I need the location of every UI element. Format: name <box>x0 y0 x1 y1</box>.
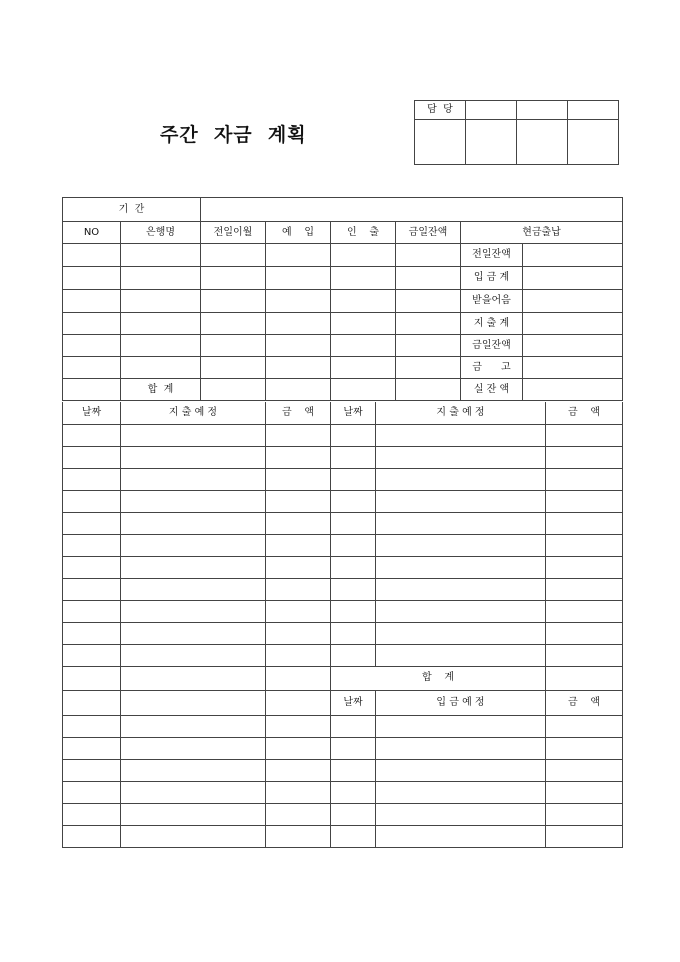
cell[interactable] <box>546 759 623 781</box>
cell[interactable] <box>266 781 331 803</box>
cell[interactable] <box>63 379 121 401</box>
cell[interactable] <box>121 556 266 578</box>
cell[interactable] <box>266 490 331 512</box>
cell[interactable] <box>396 335 461 357</box>
cell[interactable] <box>121 759 266 781</box>
cell[interactable] <box>546 644 623 666</box>
cell[interactable] <box>121 424 266 446</box>
cell[interactable] <box>266 600 331 622</box>
cell[interactable] <box>201 357 266 379</box>
cell[interactable] <box>63 468 121 490</box>
cell[interactable] <box>331 446 376 468</box>
cell[interactable] <box>266 335 331 357</box>
cash-value[interactable] <box>523 290 623 313</box>
cell[interactable] <box>266 556 331 578</box>
cell[interactable] <box>376 737 546 759</box>
cell[interactable] <box>546 622 623 644</box>
cell[interactable] <box>396 290 461 313</box>
cell[interactable] <box>376 803 546 825</box>
cell[interactable] <box>121 313 201 335</box>
cell[interactable] <box>376 490 546 512</box>
cell[interactable] <box>331 490 376 512</box>
cell[interactable] <box>121 512 266 534</box>
cell[interactable] <box>266 825 331 847</box>
cell[interactable] <box>266 622 331 644</box>
cell[interactable] <box>63 490 121 512</box>
cell[interactable] <box>331 313 396 335</box>
cell[interactable] <box>201 267 266 290</box>
cell[interactable] <box>331 825 376 847</box>
cell[interactable] <box>331 644 376 666</box>
cell[interactable] <box>121 534 266 556</box>
cell[interactable] <box>331 534 376 556</box>
cell[interactable] <box>546 424 623 446</box>
cell[interactable] <box>121 244 201 267</box>
cell[interactable] <box>63 715 121 737</box>
cell[interactable] <box>546 803 623 825</box>
cell[interactable] <box>63 690 121 715</box>
cell[interactable] <box>201 379 266 401</box>
cell[interactable] <box>121 490 266 512</box>
cell[interactable] <box>63 267 121 290</box>
cash-value[interactable] <box>523 313 623 335</box>
cell[interactable] <box>546 825 623 847</box>
cell[interactable] <box>121 600 266 622</box>
expense-header-date: 날짜 <box>331 402 376 424</box>
cell[interactable] <box>63 313 121 335</box>
cell[interactable] <box>331 759 376 781</box>
approval-sign-cell[interactable] <box>415 120 466 165</box>
cell[interactable] <box>121 468 266 490</box>
total-label: 합 계 <box>121 379 201 401</box>
cell[interactable] <box>63 244 121 267</box>
header-deposit: 예 입 <box>266 222 331 244</box>
cell[interactable] <box>121 644 266 666</box>
cell[interactable] <box>331 622 376 644</box>
cell[interactable] <box>546 534 623 556</box>
cell[interactable] <box>266 512 331 534</box>
cell[interactable] <box>331 468 376 490</box>
cash-label: 실 잔 액 <box>461 379 523 401</box>
cell[interactable] <box>266 803 331 825</box>
cell[interactable] <box>63 556 121 578</box>
cell[interactable] <box>331 600 376 622</box>
cell[interactable] <box>63 666 121 690</box>
cell[interactable] <box>266 357 331 379</box>
header-carryover: 전일이월 <box>201 222 266 244</box>
cell[interactable] <box>121 803 266 825</box>
expense-header-plan: 지 출 예 정 <box>376 402 546 424</box>
cell[interactable] <box>201 313 266 335</box>
cell[interactable] <box>331 556 376 578</box>
cell[interactable] <box>331 335 396 357</box>
cash-label: 받을어음 <box>461 290 523 313</box>
cell[interactable] <box>121 578 266 600</box>
approval-cell[interactable] <box>517 101 568 120</box>
cell[interactable] <box>266 313 331 335</box>
cell[interactable] <box>266 424 331 446</box>
cell[interactable] <box>376 468 546 490</box>
cell[interactable] <box>331 803 376 825</box>
expense-header-plan: 지 출 예 정 <box>121 402 266 424</box>
cash-label: 입 금 계 <box>461 267 523 290</box>
expense-header-amount: 금 액 <box>546 402 623 424</box>
header-withdrawal: 인 출 <box>331 222 396 244</box>
cell[interactable] <box>331 357 396 379</box>
cell[interactable] <box>396 313 461 335</box>
cell[interactable] <box>63 512 121 534</box>
cell[interactable] <box>266 446 331 468</box>
cell[interactable] <box>266 759 331 781</box>
cell[interactable] <box>63 737 121 759</box>
cell[interactable] <box>121 446 266 468</box>
cell[interactable] <box>266 267 331 290</box>
subtotal-label: 합 계 <box>331 666 546 690</box>
approval-sign-cell[interactable] <box>568 120 619 165</box>
cell[interactable] <box>376 715 546 737</box>
approval-cell[interactable] <box>568 101 619 120</box>
cell[interactable] <box>266 578 331 600</box>
page-title: 주간 자금 계획 <box>160 124 307 146</box>
cell[interactable] <box>331 781 376 803</box>
approval-cell[interactable] <box>466 101 517 120</box>
header-no: NO <box>63 222 121 244</box>
cell[interactable] <box>63 781 121 803</box>
cash-label: 지 출 계 <box>461 313 523 335</box>
cell[interactable] <box>63 600 121 622</box>
cell[interactable] <box>396 379 461 401</box>
cell[interactable] <box>266 666 331 690</box>
cell[interactable] <box>121 622 266 644</box>
header-cash: 현금출납 <box>461 222 623 244</box>
cell[interactable] <box>121 666 266 690</box>
cell[interactable] <box>266 468 331 490</box>
approval-sign-cell[interactable] <box>517 120 568 165</box>
cell[interactable] <box>331 379 396 401</box>
cell[interactable] <box>376 424 546 446</box>
cell[interactable] <box>121 781 266 803</box>
cell[interactable] <box>331 512 376 534</box>
cell[interactable] <box>121 290 201 313</box>
cell[interactable] <box>546 578 623 600</box>
cell[interactable] <box>376 534 546 556</box>
cell[interactable] <box>121 737 266 759</box>
cell[interactable] <box>331 737 376 759</box>
approval-sign-cell[interactable] <box>466 120 517 165</box>
cell[interactable] <box>546 490 623 512</box>
cell[interactable] <box>546 556 623 578</box>
approval-label: 담 당 <box>415 101 466 120</box>
header-balance: 금일잔액 <box>396 222 461 244</box>
cell[interactable] <box>266 534 331 556</box>
cell[interactable] <box>121 715 266 737</box>
income-header-amount: 금 액 <box>546 690 623 715</box>
header-bank: 은행명 <box>121 222 201 244</box>
cell[interactable] <box>201 244 266 267</box>
cash-value[interactable] <box>523 379 623 401</box>
cell[interactable] <box>331 290 396 313</box>
cell[interactable] <box>63 803 121 825</box>
cell[interactable] <box>376 512 546 534</box>
cell[interactable] <box>376 556 546 578</box>
expense-header-amount: 금 액 <box>266 402 331 424</box>
cell[interactable] <box>121 267 201 290</box>
cell[interactable] <box>546 737 623 759</box>
cell[interactable] <box>266 290 331 313</box>
cell[interactable] <box>266 690 331 715</box>
cell[interactable] <box>63 290 121 313</box>
cell[interactable] <box>546 512 623 534</box>
cell[interactable] <box>201 335 266 357</box>
cell[interactable] <box>546 715 623 737</box>
cell[interactable] <box>331 267 396 290</box>
cash-label: 금 고 <box>461 357 523 379</box>
cell[interactable] <box>121 690 266 715</box>
cell[interactable] <box>546 468 623 490</box>
cell[interactable] <box>376 622 546 644</box>
cell[interactable] <box>63 424 121 446</box>
cell[interactable] <box>331 424 376 446</box>
cell[interactable] <box>121 335 201 357</box>
cell[interactable] <box>376 644 546 666</box>
period-label: 기 간 <box>63 198 201 222</box>
income-header-plan: 입 금 예 정 <box>376 690 546 715</box>
expense-header-date: 날짜 <box>63 402 121 424</box>
cell[interactable] <box>546 666 623 690</box>
cell[interactable] <box>63 446 121 468</box>
cell[interactable] <box>376 781 546 803</box>
cell[interactable] <box>376 578 546 600</box>
cell[interactable] <box>546 446 623 468</box>
cash-label: 전일잔액 <box>461 244 523 267</box>
cell[interactable] <box>63 622 121 644</box>
cell[interactable] <box>396 267 461 290</box>
cell[interactable] <box>376 446 546 468</box>
cell[interactable] <box>63 759 121 781</box>
cell[interactable] <box>201 290 266 313</box>
cell[interactable] <box>63 335 121 357</box>
cell[interactable] <box>266 715 331 737</box>
cell[interactable] <box>266 379 331 401</box>
cash-value[interactable] <box>523 357 623 379</box>
cell[interactable] <box>376 825 546 847</box>
cell[interactable] <box>63 357 121 379</box>
cell[interactable] <box>63 578 121 600</box>
cell[interactable] <box>331 244 396 267</box>
cell[interactable] <box>266 737 331 759</box>
approval-box <box>414 100 619 165</box>
cell[interactable] <box>121 357 201 379</box>
expense-income-table <box>62 402 623 848</box>
cell[interactable] <box>396 244 461 267</box>
cell[interactable] <box>121 825 266 847</box>
cash-value[interactable] <box>523 267 623 290</box>
cash-value[interactable] <box>523 335 623 357</box>
cell[interactable] <box>63 534 121 556</box>
cell[interactable] <box>331 715 376 737</box>
cell[interactable] <box>546 781 623 803</box>
cash-value[interactable] <box>523 244 623 267</box>
bank-balance-table <box>62 197 623 401</box>
cell[interactable] <box>63 644 121 666</box>
income-header-date: 날짜 <box>331 690 376 715</box>
cell[interactable] <box>331 578 376 600</box>
cell[interactable] <box>396 357 461 379</box>
cell[interactable] <box>266 644 331 666</box>
cell[interactable] <box>376 600 546 622</box>
cell[interactable] <box>376 759 546 781</box>
period-value[interactable] <box>201 198 623 222</box>
cell[interactable] <box>63 825 121 847</box>
cell[interactable] <box>546 600 623 622</box>
cash-label: 금일잔액 <box>461 335 523 357</box>
cell[interactable] <box>266 244 331 267</box>
